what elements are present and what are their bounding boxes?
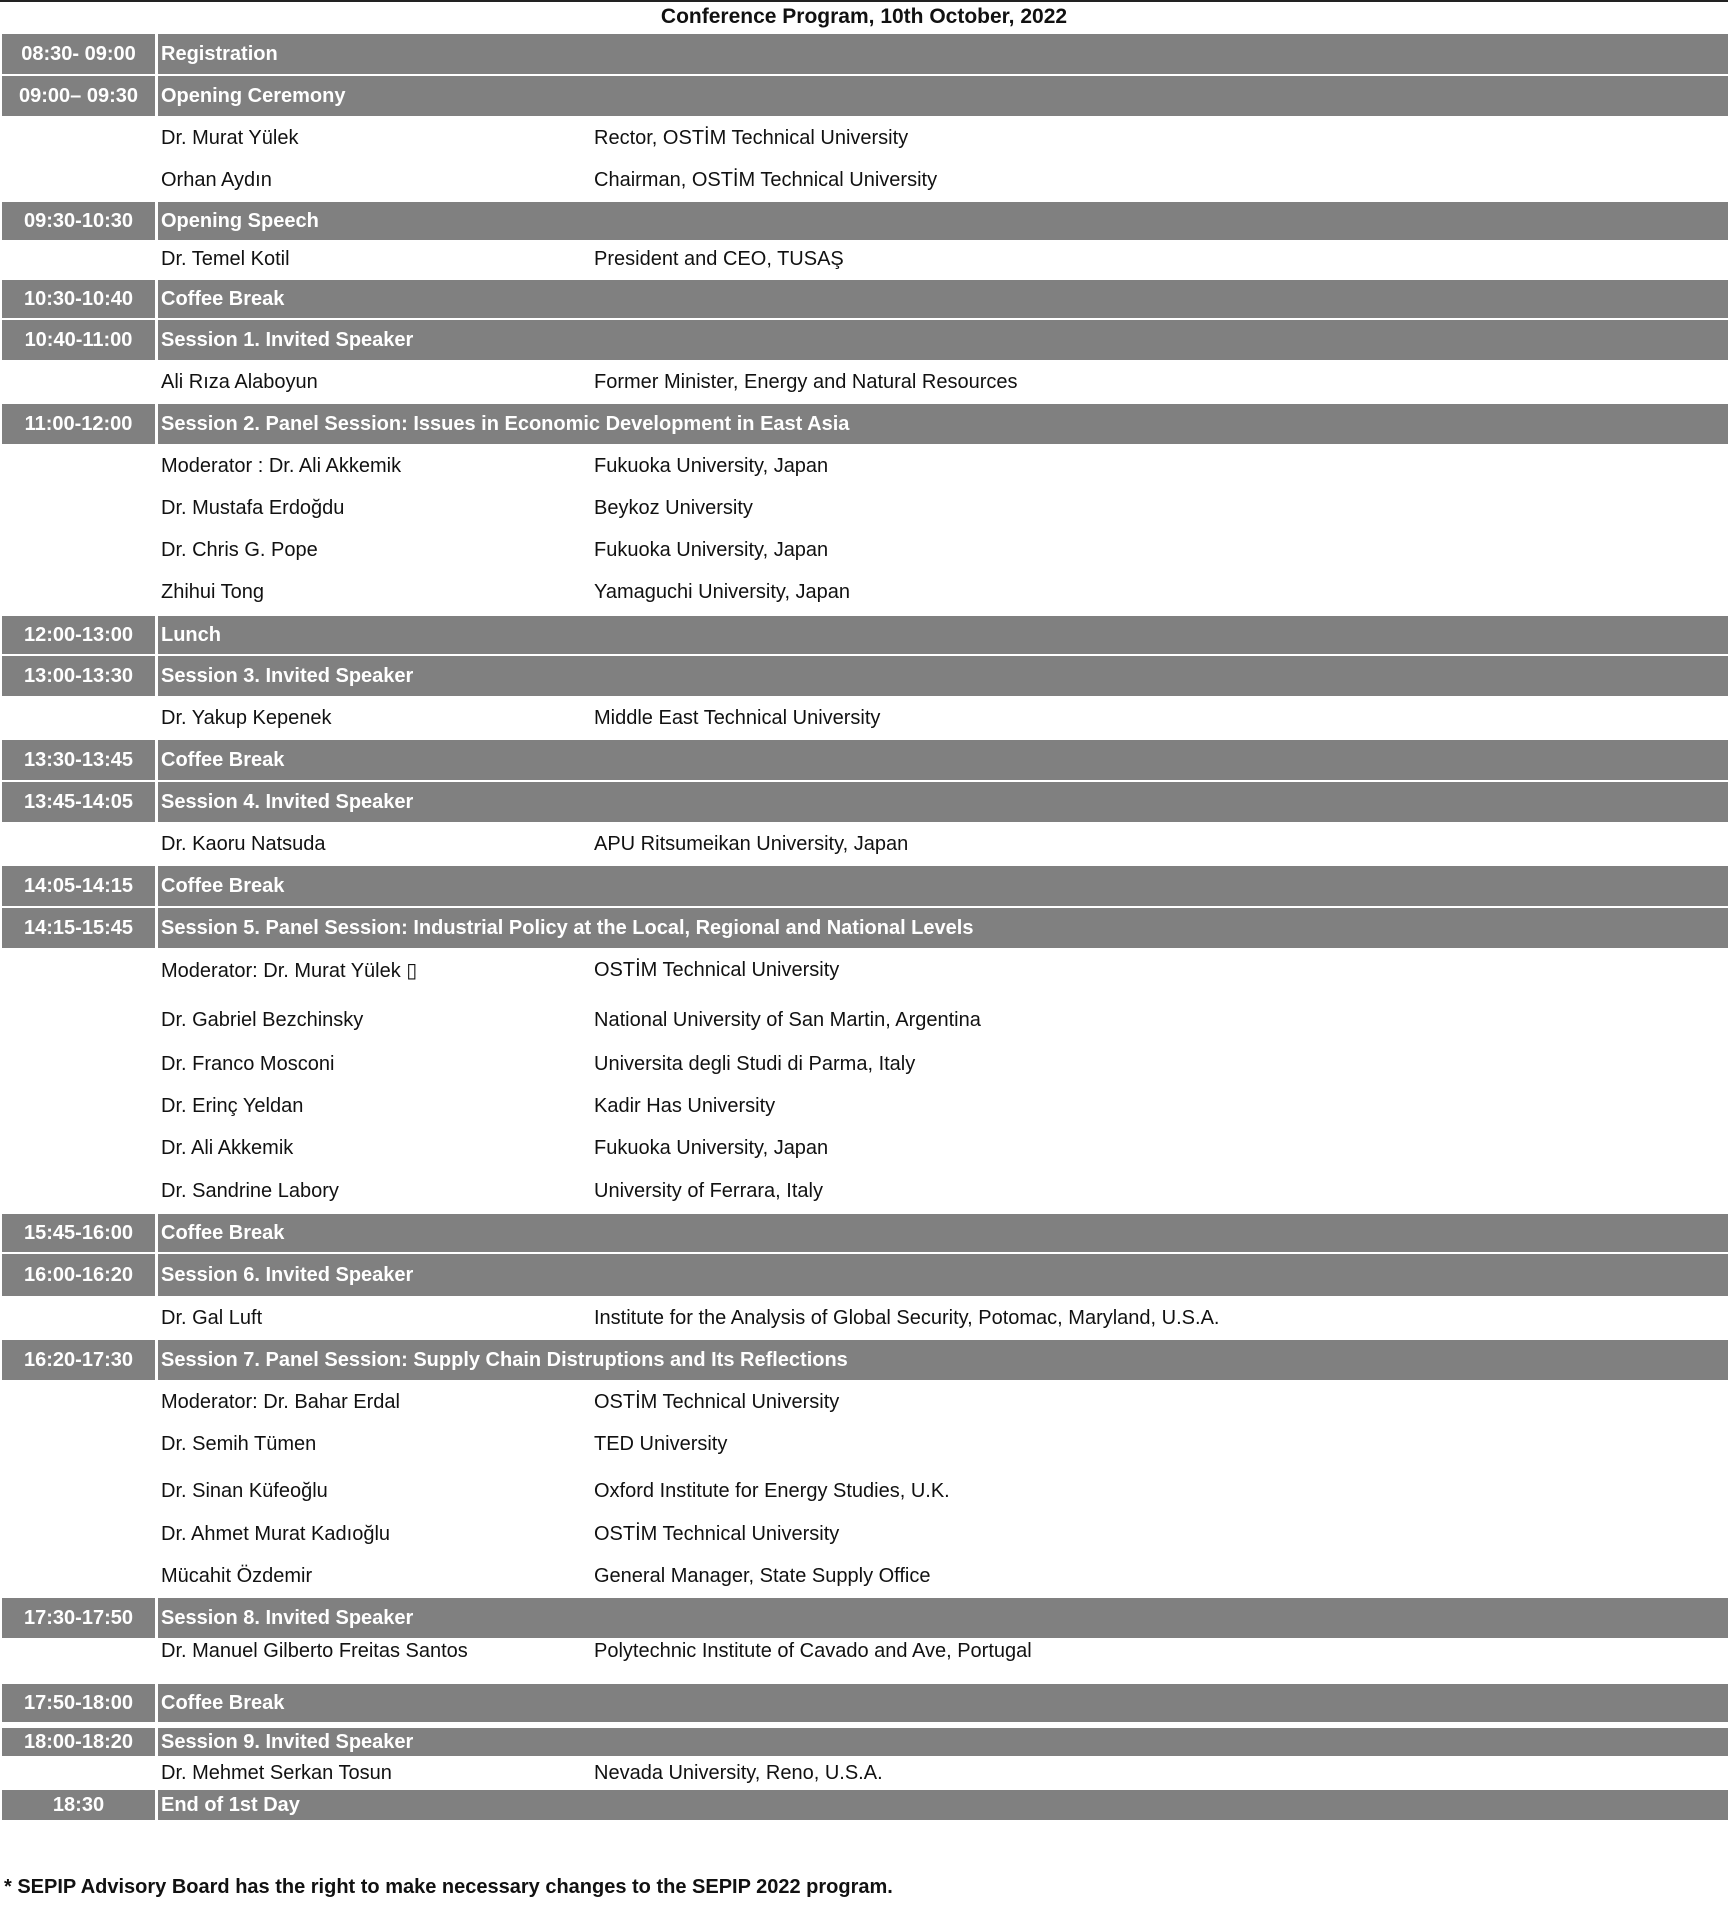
session-label: Opening Ceremony bbox=[158, 76, 1728, 116]
time-slot: 17:30-17:50 bbox=[2, 1598, 155, 1638]
speaker-row bbox=[0, 362, 1728, 402]
speaker-name: Mücahit Özdemir bbox=[161, 1564, 313, 1587]
session-label: Session 2. Panel Session: Issues in Economic Development in East Asia bbox=[158, 404, 1728, 444]
speaker-affiliation: TED University bbox=[594, 1432, 728, 1455]
speaker-affiliation: Beykoz University bbox=[594, 496, 753, 519]
speaker-name: Zhihui Tong bbox=[161, 580, 265, 603]
speaker-affiliation: University of Ferrara, Italy bbox=[594, 1179, 823, 1202]
speaker-name: Dr. Ahmet Murat Kadıoğlu bbox=[161, 1522, 391, 1545]
schedule-header-row bbox=[0, 1684, 1728, 1722]
session-label: Session 9. Invited Speaker bbox=[158, 1728, 1728, 1756]
schedule-header-row bbox=[0, 1790, 1728, 1820]
speaker-affiliation: Polytechnic Institute of Cavado and Ave, Portugal bbox=[594, 1639, 1032, 1662]
time-slot: 11:00-12:00 bbox=[2, 404, 155, 444]
time-slot: 12:00-13:00 bbox=[2, 616, 155, 654]
session-label: Coffee Break bbox=[158, 1214, 1728, 1252]
speaker-affiliation: OSTİM Technical University bbox=[594, 958, 840, 981]
speaker-row bbox=[0, 824, 1728, 864]
speaker-name: Dr. Yakup Kepenek bbox=[161, 706, 332, 729]
schedule-header-row bbox=[0, 280, 1728, 318]
speaker-affiliation: Fukuoka University, Japan bbox=[594, 538, 829, 561]
speaker-row bbox=[0, 1128, 1728, 1168]
schedule-header-row bbox=[0, 404, 1728, 444]
speaker-affiliation: APU Ritsumeikan University, Japan bbox=[594, 832, 909, 855]
speaker-row bbox=[0, 1758, 1728, 1788]
session-label: Coffee Break bbox=[158, 280, 1728, 318]
schedule-header-row bbox=[0, 202, 1728, 240]
session-label: Session 3. Invited Speaker bbox=[158, 656, 1728, 696]
speaker-name: Dr. Chris G. Pope bbox=[161, 538, 318, 561]
session-label: Coffee Break bbox=[158, 1684, 1728, 1722]
time-slot: 08:30- 09:00 bbox=[2, 34, 155, 74]
footnote: * SEPIP Advisory Board has the right to make necessary changes to the SEPIP 2022 program. bbox=[4, 1876, 893, 1898]
speaker-row bbox=[0, 1470, 1728, 1512]
speaker-name: Dr. Semih Tümen bbox=[161, 1432, 317, 1455]
time-slot: 10:30-10:40 bbox=[2, 280, 155, 318]
schedule-header-row bbox=[0, 656, 1728, 696]
speaker-affiliation: Fukuoka University, Japan bbox=[594, 1136, 829, 1159]
time-slot: 13:30-13:45 bbox=[2, 740, 155, 780]
time-slot: 15:45-16:00 bbox=[2, 1214, 155, 1252]
speaker-name: Dr. Ali Akkemik bbox=[161, 1136, 294, 1159]
speaker-row bbox=[0, 1170, 1728, 1212]
session-label: Session 1. Invited Speaker bbox=[158, 320, 1728, 360]
speaker-affiliation: General Manager, State Supply Office bbox=[594, 1564, 931, 1587]
speaker-name: Orhan Aydın bbox=[161, 168, 272, 191]
speaker-affiliation: OSTİM Technical University bbox=[594, 1390, 840, 1413]
speaker-affiliation: Former Minister, Energy and Natural Resources bbox=[594, 370, 1018, 393]
speaker-name: Moderator: Dr. Murat Yülek ▯ bbox=[161, 959, 418, 982]
time-slot: 18:00-18:20 bbox=[2, 1728, 155, 1756]
speaker-row bbox=[0, 488, 1728, 528]
speaker-name: Dr. Murat Yülek bbox=[161, 126, 299, 149]
speaker-name: Dr. Gabriel Bezchinsky bbox=[161, 1008, 364, 1031]
speaker-row bbox=[0, 1382, 1728, 1422]
speaker-row bbox=[0, 1424, 1728, 1464]
schedule-header-row bbox=[0, 76, 1728, 116]
session-label: Registration bbox=[158, 34, 1728, 74]
speaker-name: Dr. Sinan Küfeoğlu bbox=[161, 1479, 328, 1502]
speaker-affiliation: Oxford Institute for Energy Studies, U.K. bbox=[594, 1479, 950, 1502]
speaker-row bbox=[0, 530, 1728, 570]
time-slot: 13:45-14:05 bbox=[2, 782, 155, 822]
speaker-name: Dr. Kaoru Natsuda bbox=[161, 832, 326, 855]
session-label: Lunch bbox=[158, 616, 1728, 654]
schedule-header-row bbox=[0, 866, 1728, 906]
speaker-row bbox=[0, 950, 1728, 990]
speaker-row bbox=[0, 1514, 1728, 1554]
session-label: Coffee Break bbox=[158, 866, 1728, 906]
session-label: End of 1st Day bbox=[158, 1790, 1728, 1820]
time-slot: 14:15-15:45 bbox=[2, 908, 155, 948]
schedule-header-row bbox=[0, 1340, 1728, 1380]
time-slot: 09:30-10:30 bbox=[2, 202, 155, 240]
schedule-header-row bbox=[0, 782, 1728, 822]
speaker-row bbox=[0, 698, 1728, 738]
speaker-row bbox=[0, 118, 1728, 158]
schedule-header-row bbox=[0, 616, 1728, 654]
speaker-row bbox=[0, 1620, 1728, 1682]
speaker-row bbox=[0, 1086, 1728, 1126]
time-slot: 09:00– 09:30 bbox=[2, 76, 155, 116]
speaker-name: Dr. Mustafa Erdoğdu bbox=[161, 496, 345, 519]
session-label: Opening Speech bbox=[158, 202, 1728, 240]
speaker-name: Dr. Sandrine Labory bbox=[161, 1179, 339, 1202]
speaker-row bbox=[0, 240, 1728, 278]
schedule-header-row bbox=[0, 1728, 1728, 1756]
speaker-row bbox=[0, 446, 1728, 486]
speaker-name: Dr. Manuel Gilberto Freitas Santos bbox=[161, 1639, 468, 1662]
schedule-header-row bbox=[0, 908, 1728, 948]
time-slot: 14:05-14:15 bbox=[2, 866, 155, 906]
speaker-row bbox=[0, 1298, 1728, 1338]
speaker-name: Dr. Temel Kotil bbox=[161, 247, 290, 270]
speaker-row bbox=[0, 1556, 1728, 1596]
speaker-name: Dr. Erinç Yeldan bbox=[161, 1094, 304, 1117]
speaker-affiliation: Universita degli Studi di Parma, Italy bbox=[594, 1052, 916, 1075]
speaker-affiliation: President and CEO, TUSAŞ bbox=[594, 247, 844, 270]
time-slot: 16:20-17:30 bbox=[2, 1340, 155, 1380]
speaker-row bbox=[0, 160, 1728, 200]
time-slot: 16:00-16:20 bbox=[2, 1254, 155, 1296]
speaker-row bbox=[0, 572, 1728, 612]
speaker-affiliation: Middle East Technical University bbox=[594, 706, 881, 729]
time-slot: 17:50-18:00 bbox=[2, 1684, 155, 1722]
session-label: Session 7. Panel Session: Supply Chain Distruptions and Its Reflections bbox=[158, 1340, 1728, 1380]
session-label: Session 4. Invited Speaker bbox=[158, 782, 1728, 822]
speaker-row bbox=[0, 1044, 1728, 1084]
session-label: Session 8. Invited Speaker bbox=[158, 1598, 1728, 1638]
speaker-name: Moderator: Dr. Bahar Erdal bbox=[161, 1390, 400, 1413]
schedule-header-row bbox=[0, 320, 1728, 360]
speaker-affiliation: Nevada University, Reno, U.S.A. bbox=[594, 1761, 883, 1784]
speaker-affiliation: Institute for the Analysis of Global Security, Potomac, Maryland, U.S.A. bbox=[594, 1306, 1220, 1329]
speaker-name: Moderator : Dr. Ali Akkemik bbox=[161, 454, 402, 477]
schedule-header-row bbox=[0, 1214, 1728, 1252]
speaker-affiliation: Kadir Has University bbox=[594, 1094, 776, 1117]
speaker-name: Ali Rıza Alaboyun bbox=[161, 370, 318, 393]
speaker-affiliation: Chairman, OSTİM Technical University bbox=[594, 168, 938, 191]
speaker-affiliation: OSTİM Technical University bbox=[594, 1522, 840, 1545]
schedule-header-row bbox=[0, 1254, 1728, 1296]
time-slot: 18:30 bbox=[2, 1790, 155, 1820]
schedule-header-row bbox=[0, 34, 1728, 74]
speaker-affiliation: Fukuoka University, Japan bbox=[594, 454, 829, 477]
program-title: Conference Program, 10th October, 2022 bbox=[660, 5, 1068, 28]
session-label: Session 6. Invited Speaker bbox=[158, 1254, 1728, 1296]
speaker-affiliation: Rector, OSTİM Technical University bbox=[594, 126, 909, 149]
session-label: Coffee Break bbox=[158, 740, 1728, 780]
speaker-name: Dr. Mehmet Serkan Tosun bbox=[161, 1761, 392, 1784]
speaker-affiliation: National University of San Martin, Argentina bbox=[594, 1008, 981, 1031]
session-label: Session 5. Panel Session: Industrial Policy at the Local, Regional and National Levels bbox=[158, 908, 1728, 948]
speaker-name: Dr. Franco Mosconi bbox=[161, 1052, 335, 1075]
time-slot: 13:00-13:30 bbox=[2, 656, 155, 696]
speaker-name: Dr. Gal Luft bbox=[161, 1306, 263, 1329]
time-slot: 10:40-11:00 bbox=[2, 320, 155, 360]
speaker-row bbox=[0, 998, 1728, 1042]
schedule-header-row bbox=[0, 740, 1728, 780]
speaker-affiliation: Yamaguchi University, Japan bbox=[594, 580, 851, 603]
